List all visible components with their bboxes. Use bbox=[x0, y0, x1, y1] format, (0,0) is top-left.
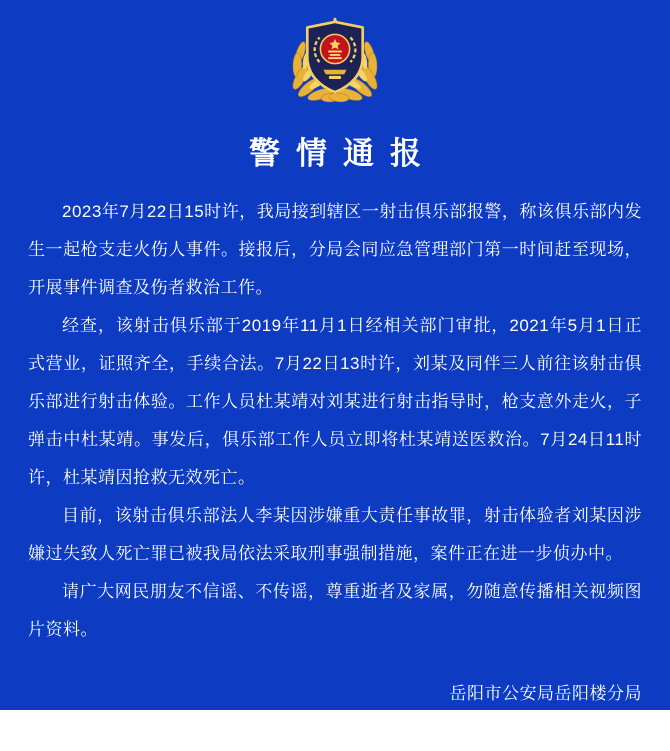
police-emblem-icon bbox=[285, 14, 385, 104]
issuing-agency: 岳阳市公安局岳阳楼分局 bbox=[449, 684, 642, 703]
notice-paragraph-2: 经查，该射击俱乐部于2019年11月1日经相关部门审批，2021年5月1日正式营业，证照齐全，手续合法。7月22日13时许，刘某及同伴三人前往该射击俱乐部进行射击体验。工作人员杜某靖对刘某进行射击指导时，枪支意外走火，子弹击中杜某靖。事发后，俱乐部工作人员立即将杜某靖送医救治。7月24日11时许，杜某靖因抢救无效死亡。 bbox=[28, 316, 642, 487]
notice-footer bbox=[28, 675, 642, 751]
issue-date: 2023年7月26日 bbox=[519, 722, 642, 741]
notice-paragraph-3: 目前，该射击俱乐部法人李某因涉嫌重大责任事故罪，射击体验者刘某因涉嫌过失致人死亡罪已被我局依法采取刑事强制措施，案件正在进一步侦办中。 bbox=[28, 506, 642, 563]
notice-paragraph-4: 请广大网民朋友不信谣、不传谣，尊重逝者及家属，勿随意传播相关视频图片资料。 bbox=[28, 582, 642, 639]
badge-container bbox=[28, 14, 642, 104]
notice-title: 警情通报 bbox=[249, 136, 437, 171]
notice-body bbox=[28, 193, 642, 649]
notice-paragraph-1: 2023年7月22日15时许，我局接到辖区一射击俱乐部报警，称该俱乐部内发生一起枪支走火伤人事件。接报后，分局会同应急管理部门第一时间赶至现场，开展事件调查及伤者救治工作。 bbox=[28, 202, 642, 297]
